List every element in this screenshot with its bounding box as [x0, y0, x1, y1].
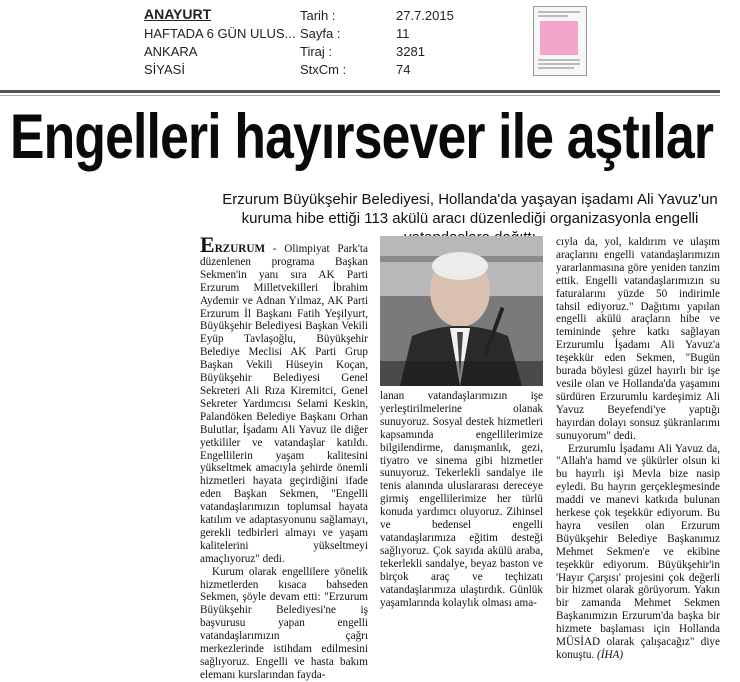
- city: ANKARA: [144, 44, 198, 59]
- news-agency-credit: (İHA): [597, 649, 624, 661]
- article-column-2: [380, 390, 543, 609]
- page-label: Sayfa :: [300, 26, 341, 41]
- thumb-line: [538, 11, 580, 13]
- article-paragraph: Kurum olarak engellilere yönelik hizmetlerden kısaca bahseden Sekmen, şöyle devam etti: "Erzurum Büyükşehir Belediyesi'ne iş başvurusu yapan engelli vatandaşlarımızın çağrı merkezlerinde istihdam edilmesini sağlıyoruz. Engelli ve hasta bakım elemanı kurslarından fayda-: [200, 565, 368, 681]
- subhead: Erzurum Büyükşehir Belediyesi, Hollanda'da yaşayan işadamı Ali Yavuz'un kuruma hibe ettiği 113 akülü aracı düzenlediği organizasyonla engelli: [222, 191, 718, 227]
- lead-text: - Olimpiyat Park'ta düzenlenen programa Başkan Sekmen'in yanı sıra AK Parti Erzurum Milletvekilleri İbrahim Aydemir ve Adnan Yılmaz, AK Parti Erzurum İl Başkanı Fatih Yeşilyurt, Büyükşehir Belediyesi Başkan Vekili Eyüp Tavlaşoğlu, Büyükşehir Belediye Meclisi AK Parti Grup Başkan Vekili Hüseyin Koçan, Büyükşehir Belediyesi Genel Sekreteri Ali Rıza Kiremitci, Genel Sekreter Yardımcısı Selami Keskin, Palandöken Belediye Başkanı Orhan Bulutlar, İşadamı Ali Yavuz ile diğer yetkililer ve vatandaşlar katıldı. Engellilerin yaşam kalitesini yükseltmek amacıyla şehirde önemli hizmetleri hayata geçirdiğini ifade eden Başkan Sekmen, "Engelli vatandaşlarımızın toplumsal hayata katılım ve adaptasyonunu sağlamayı, gerekli tedbirleri almayı ve yaşam kalitelerini yükseltmeyi amaçlıyoruz" dedi.: [200, 243, 368, 565]
- headline: Engelleri hayırsever ile aştılar: [10, 102, 714, 172]
- circulation-label: Tiraj :: [300, 44, 333, 59]
- date-label: Tarih :: [300, 8, 336, 23]
- article-paragraph: Erzurumlu İşadamı Ali Yavuz da, "Allah'a hamd ve şükürler olsun ki bu hayırlı işi Mevla bize nasip eyledi. Bu hayrın gerçekleşmesinde maddi ve manevi katkıda bulunan herkese çok teşekkür ediyorum. Bu hayra vesilen olan Erzurum Büyükşehir Belediye Başkanımız Mehmet Sekmen'e ve ekibine teşekkür ediyorum. Büyükşehir'in 'Hayır Çarşısı' projesini çok değerli bir hizmet olarak görüyorum. Yakın bir zamanda Mehmet Sekmen Başkanımızın Erzurum'da başka bir hizmete başlaması için Hollanda MÜSİAD olarak çalışacağız" diye konuştu.: [556, 442, 720, 661]
- circulation-value: 3281: [396, 44, 425, 59]
- article-column-3: [556, 236, 720, 661]
- article-paragraph: cıyla da, yol, kaldırım ve ulaşım araçlarını engelli vatandaşlarımızın yararlanmasına göre yeniden tanzim ettik. Engelli vatandaşlarımızın su faturalarını yüzde 50 indirimle tahsil ediyoruz." Dağıtımı yapılan engelli akülü araçların hibe ve temininde şehre katkı sağlayan Erzurumlu İşadamı Ali Yavuz'a teşekkür eden Sekmen, "Bugün burada böylesi güzel hayırlı bir işe vesile olan ve Hollanda'da yaşamını sürdüren Erzurumlu kardeşimiz Ali Yavuz Beyefendi'ye yaptığı hayırdan dolayı sonsuz şükranlarımı sunuyorum" dedi.: [556, 236, 720, 442]
- thumb-line: [538, 15, 568, 17]
- thumb-highlight: [540, 21, 578, 55]
- photo-illustration: [380, 236, 543, 386]
- article-photo: [380, 236, 543, 386]
- article-paragraph-with-credit: [556, 443, 720, 662]
- dropcap: E: [200, 232, 215, 257]
- thumb-line: [538, 67, 574, 69]
- top-rule: [0, 90, 720, 93]
- article-paragraph: lanan vatandaşlarımızın işe yerleştirilmelerine olanak sunuyoruz. Sosyal destek hizmetleri kapsamında engellilerimize bilgilendirme, danışmanlık, gezi, tiyatro ve sinema gibi hizmetler sunuyoruz. Tekerlekli sandalye ile tenis alanında uluslararası dereceye girmiş engellilerimize her türlü konuda yardımcı oluyoruz. Zihinsel ve bedensel engelli vatandaşlarımıza eğitim desteği sağlıyoruz. Çok sayıda akülü araba, tekerlekli sandalye, beyaz baston ve birçok araç ve teçhizatı vatandaşlarımıza ulaştırdık. Günlük yaşamlarında kolaylık olması ama-: [380, 390, 543, 609]
- thumb-line: [538, 63, 580, 65]
- section: SİYASİ: [144, 62, 185, 77]
- dateline-location: RZURUM: [214, 243, 266, 255]
- date-value: 27.7.2015: [396, 8, 454, 23]
- thin-rule: [0, 95, 720, 96]
- newspaper-name: ANAYURT: [144, 6, 212, 22]
- publication-frequency: HAFTADA 6 GÜN ULUS...: [144, 26, 296, 41]
- article-lead: [200, 232, 368, 566]
- page-value: 11: [396, 26, 410, 41]
- stxcm-label: StxCm :: [300, 62, 347, 77]
- page-thumbnail: [533, 6, 587, 76]
- stxcm-value: 74: [396, 62, 411, 77]
- thumb-line: [538, 59, 580, 61]
- article-column-1: [200, 232, 368, 681]
